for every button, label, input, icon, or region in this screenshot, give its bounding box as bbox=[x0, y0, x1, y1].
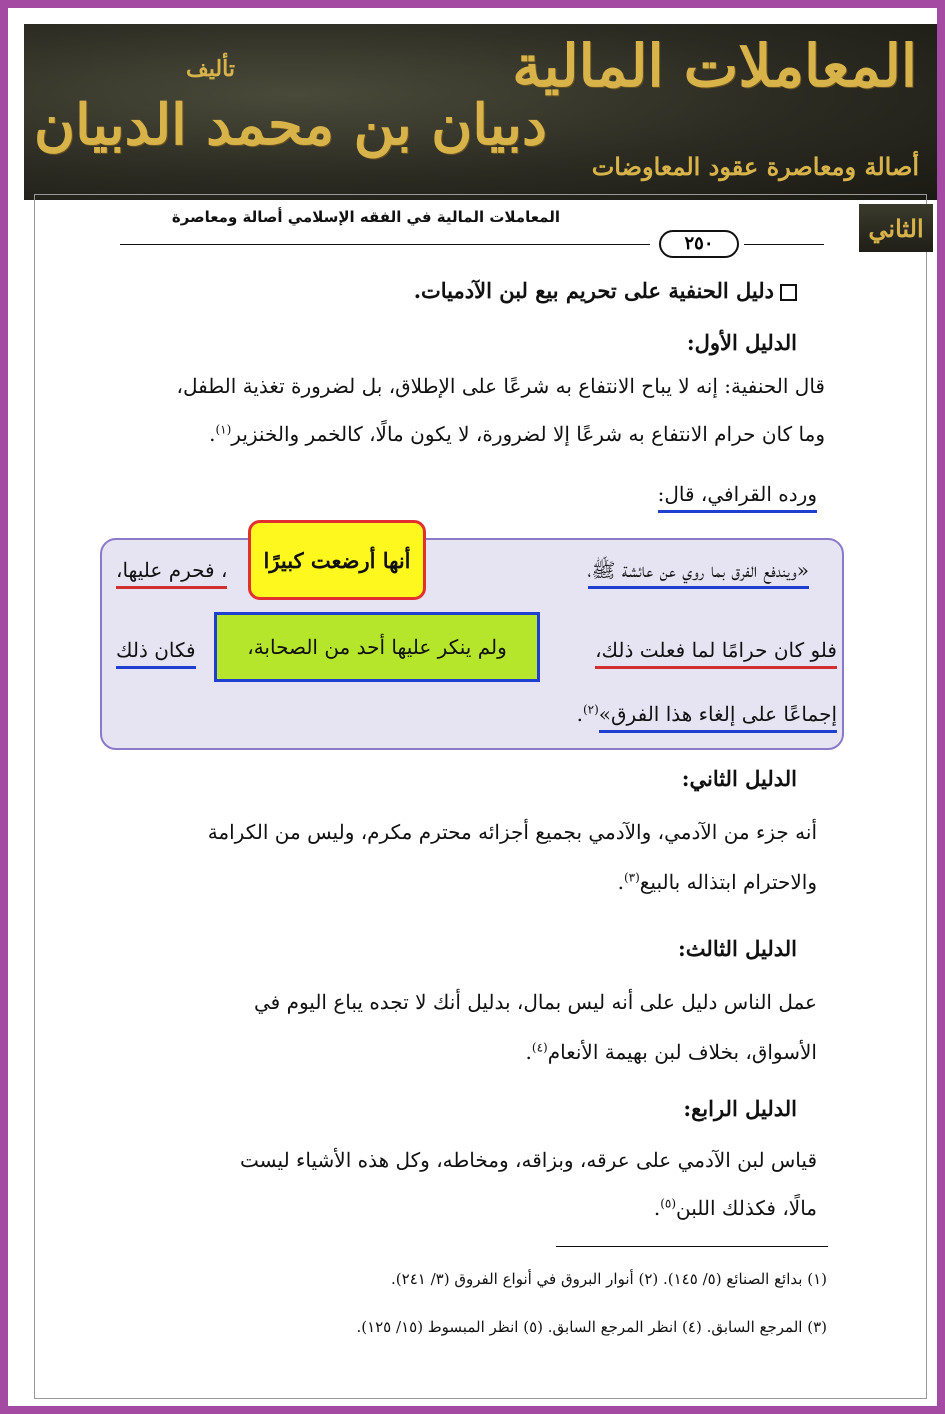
quote-line-2-end: فكان ذلك bbox=[116, 638, 196, 662]
quote-line-1-start: «ويندفع الفرق بما روي عن عائشة ﷺ، bbox=[588, 558, 810, 587]
evidence-1-line-2: وما كان حرام الانتفاع به شرعًا إلا لضرورة، لا يكون مالًا، كالخمر والخنزير$^{(١)}$. bbox=[209, 422, 825, 446]
section-title: دليل الحنفية على تحريم بيع لبن الآدميات. bbox=[414, 278, 797, 303]
book-cover-banner bbox=[24, 24, 937, 200]
evidence-1-line-1: قال الحنفية: إنه لا يباح الانتفاع به شرعًا على الإطلاق، بل لضرورة تغذية الطفل، bbox=[176, 374, 825, 398]
header-rule-left bbox=[120, 244, 650, 245]
footnotes-row-1: (١) بدائع الصنائع (٥/ ١٤٥). (٢) أنوار البروق في أنواع الفروق (٣/ ٢٤١). bbox=[391, 1270, 827, 1288]
evidence-3-title: الدليل الثالث: bbox=[678, 936, 797, 961]
quote-line-1-end: ، فحرم عليها، bbox=[116, 558, 227, 582]
highlight-no-objection: ولم ينكر عليها أحد من الصحابة، bbox=[214, 612, 540, 682]
author-label: تأليف bbox=[186, 56, 235, 82]
checkbox-icon bbox=[780, 284, 797, 301]
evidence-2-title: الدليل الثاني: bbox=[681, 766, 797, 791]
volume-tab: الثاني bbox=[859, 204, 933, 252]
quote-line-3: إجماعًا على إلغاء هذا الفرق»$^{(٢)}$. bbox=[577, 702, 837, 726]
qarafi-intro: ورده القرافي، قال: bbox=[658, 482, 817, 506]
header-rule-right bbox=[744, 244, 824, 245]
running-head: المعاملات المالية في الفقه الإسلامي أصالة ومعاصرة bbox=[171, 208, 560, 226]
footnote-rule bbox=[556, 1246, 828, 1247]
quote-line-2-start: فلو كان حرامًا لما فعلت ذلك، bbox=[595, 638, 837, 662]
book-subtitle: أصالة ومعاصرة عقود المعاوضات bbox=[591, 152, 919, 181]
evidence-2-line-1: أنه جزء من الآدمي، والآدمي بجميع أجزائه محترم مكرم، وليس من الكرامة bbox=[207, 820, 817, 844]
evidence-4-line-1: قياس لبن الآدمي على عرقه، وبزاقه، ومخاطه، وكل هذه الأشياء ليست bbox=[240, 1148, 817, 1172]
evidence-3-line-2: الأسواق، بخلاف لبن بهيمة الأنعام$^{(٤)}$. bbox=[525, 1040, 817, 1064]
book-page bbox=[24, 24, 937, 1406]
evidence-3-line-1: عمل الناس دليل على أنه ليس بمال، بدليل أنك لا تجده يباع اليوم في bbox=[253, 990, 817, 1014]
evidence-2-line-2: والاحترام ابتذاله بالبيع$^{(٣)}$. bbox=[617, 870, 817, 894]
evidence-4-line-2: مالًا، فكذلك اللبن$^{(٥)}$. bbox=[653, 1196, 817, 1220]
author-name: دبيان بن محمد الدبيان bbox=[34, 92, 547, 158]
highlight-breastfed-adult: أنها أرضعت كبيرًا bbox=[248, 520, 426, 600]
page-frame bbox=[8, 8, 937, 1406]
page-number: ٢٥٠ bbox=[659, 230, 739, 258]
book-title: المعاملات المالية bbox=[512, 32, 917, 100]
evidence-1-title: الدليل الأول: bbox=[686, 330, 797, 355]
evidence-4-title: الدليل الرابع: bbox=[683, 1096, 797, 1121]
footnotes-row-2: (٣) المرجع السابق. (٤) انظر المرجع السابق. (٥) انظر المبسوط (١٥/ ١٢٥). bbox=[356, 1318, 827, 1336]
